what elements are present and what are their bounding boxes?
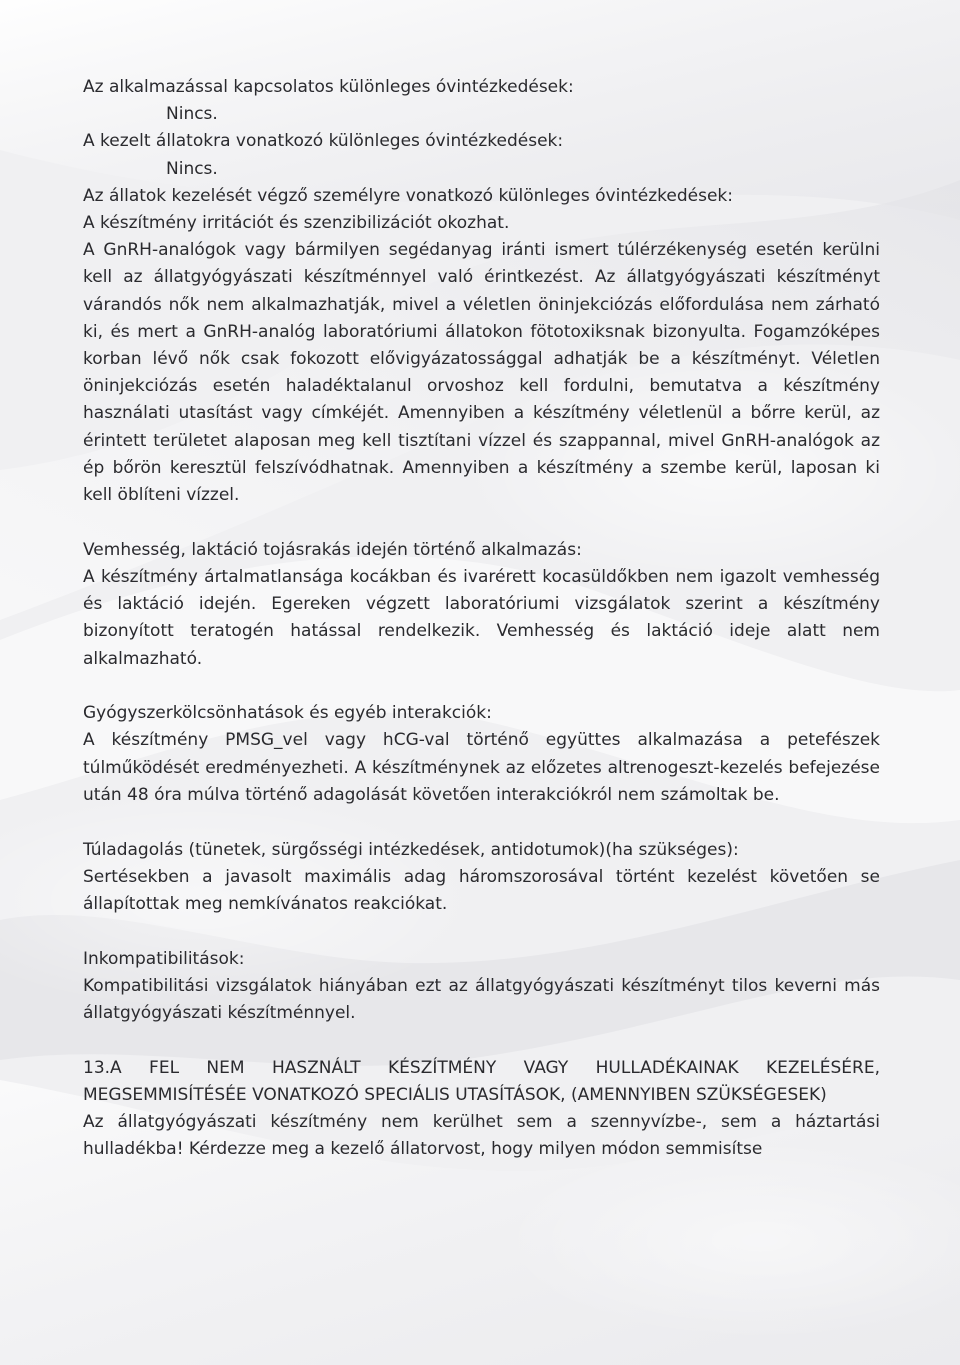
operator-precautions-body: A GnRH-analógok vagy bármilyen segédanyag iránti ismert túlérzékenység esetén kerülni kell az állatgyógyászati készítménnyel való érintkezést. Az állatgyógyászati készítményt várandós nők nem alkalmazhatják, mivel a véletlen öninjekciózás előfordulása nem zárható ki, és mert a GnRH-analóg laboratóriumi állatokon fötotoxiksnak bizonyulta. Fogamzóképes korban lévő nők csak fokozott elővigyázatossággal adhatják be a készítményt. Véletlen öninjekciózás esetén haladéktalanul orvoshoz kell fordulni, bemutatva a készítmény használati utasítást vagy címkéjét. Amennyiben a készítmény véletlenül a bőrre kerül, az érintett területet alaposan meg kell tisztítani vízzel és szappannal, mivel GnRH-analógok az ép bőrön keresztül felszívódhatnak. Amennyiben a készítmény a szembe kerül, laposan ki kell öblíteni vízzel. — [83, 240, 880, 506]
incompatibilities-body: Kompatibilitási vizsgálatok hiányában ezt az állatgyógyászati készítményt tilos keverni más állatgyógyászati készítménnyel. — [83, 975, 880, 1024]
treated-animals-title: A kezelt állatokra vonatkozó különleges óvintézkedések: — [83, 131, 564, 152]
special-precautions-title: Az alkalmazással kapcsolatos különleges óvintézkedések: — [83, 77, 574, 97]
overdose-title: Túladagolás (tünetek, sürgősségi intézkedések, antidotumok)(ha szükséges): — [83, 839, 739, 860]
pregnancy-body: A készítmény ártalmatlansága kocákban és ivarérett kocasüldőkben nem igazolt vemhesség és laktáció idején. Egereken végzett laboratóriumi vizsgálatok szerint a készítmény bizonyított teratogén hatással rendelkezik. Vemhesség és laktáció ideje alatt nem alkalmazható. — [83, 566, 880, 669]
interactions-title: Gyógyszerkölcsönhatások és egyéb interakciók: — [83, 703, 492, 724]
operator-precautions-line: A készítmény irritációt és szenzibilizációt okozhat. — [83, 213, 510, 234]
operator-precautions-title: Az állatok kezelését végző személyre vonatkozó különleges óvintézkedések: — [83, 185, 733, 206]
disposal-body: Az állatgyógyászati készítmény nem kerülhet sem a szennyvízbe-, sem a háztartási hulladékba! Kérdezze meg a kezelő állatorvost, hogy milyen módon semmisítse — [83, 1112, 880, 1160]
incompatibilities-title: Inkompatibilitások: — [83, 948, 245, 969]
interactions-body: A készítmény PMSG_vel vagy hCG-val történő együttes alkalmazása a petefészek túlműködését eredményezheti. A készítménynek az előzetes altrenogeszt-kezelés befejezése után 48 óra múlva történő adagolását követően interakciókról nem számoltak be. — [83, 730, 880, 805]
overdose-body: Sertésekben a javasolt maximális adag háromszorosával történt kezelést követően se állapítottak meg nemkívánatos reakciókat. — [83, 866, 880, 914]
pregnancy-title: Vemhesség, laktáció tojásrakás idején történő alkalmazás: — [83, 539, 582, 560]
special-precautions-value: Nincs. — [166, 104, 218, 125]
document-page — [83, 74, 880, 1164]
treated-animals-value: Nincs. — [166, 158, 218, 179]
disposal-heading: 13.A FEL NEM HASZNÁLT KÉSZÍTMÉNY VAGY HULLADÉKAINAK KEZELÉSÉRE, MEGSEMMISÍTÉSÉE VONATKOZÓ SPECIÁLIS UTASÍTÁSOK, (AMENNYIBEN SZÜKSÉGESEK) — [83, 1057, 880, 1105]
